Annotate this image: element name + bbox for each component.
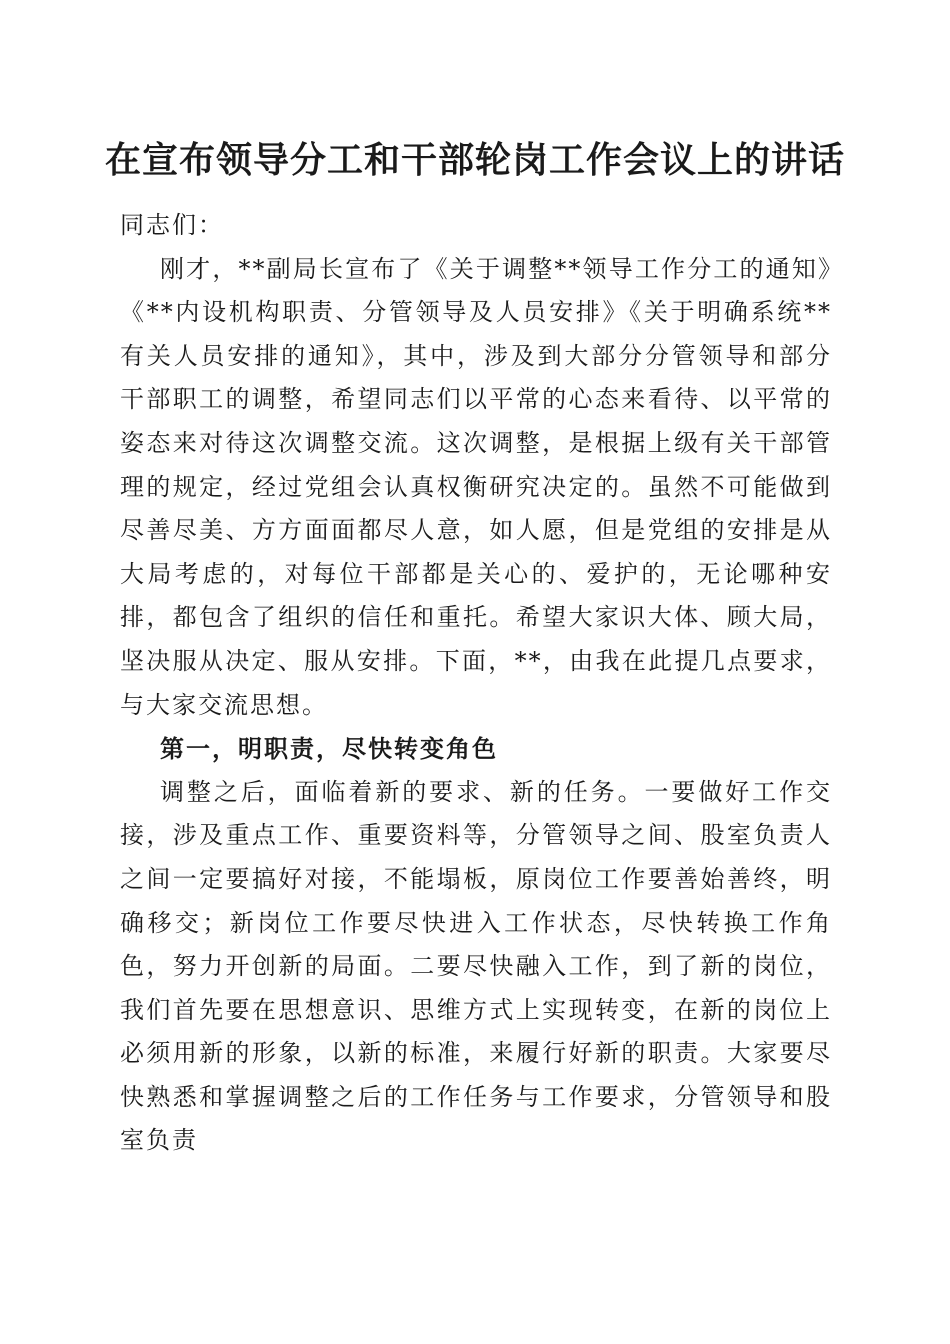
salutation: 同志们： bbox=[120, 211, 224, 239]
section-heading: 第一，明职责，尽快转变角色 bbox=[160, 734, 498, 764]
document-body bbox=[120, 204, 832, 1163]
paragraph: 刚才，**副局长宣布了《关于调整**领导工作分工的通知》《**内设机构职责、分管领导及人员安排》《关于明确系统**有关人员安排的通知》，其中，涉及到大部分分管领导和部分干部职工的调整，希望同志们以平常的心态来看待、以平常的姿态来对待这次调整交流。这次调整，是根据上级有关干部管理的规定，经过党组会认真权衡研究决定的。虽然不可能做到尽善尽美、方方面面都尽人意，如人愿，但是党组的安排是从大局考虑的，对每位干部都是关心的、爱护的，无论哪种安排，都包含了组织的信任和重托。希望大家识大体、顾大局，坚决服从决定、服从安排。下面，**，由我在此提几点要求，与大家交流思想。 bbox=[120, 254, 832, 719]
document-title: 在宣布领导分工和干部轮岗工作会议上的讲话 bbox=[104, 139, 845, 181]
paragraph: 调整之后，面临着新的要求、新的任务。一要做好工作交接，涉及重点工作、重要资料等，分管领导之间、股室负责人之间一定要搞好对接，不能塌板，原岗位工作要善始善终，明确移交；新岗位工作要尽快进入工作状态，尽快转换工作角色，努力开创新的局面。二要尽快融入工作，到了新的岗位，我们首先要在思想意识、思维方式上实现转变，在新的岗位上必须用新的形象，以新的标准，来履行好新的职责。大家要尽快熟悉和掌握调整之后的工作任务与工作要求，分管领导和股室负责 bbox=[120, 777, 832, 1155]
